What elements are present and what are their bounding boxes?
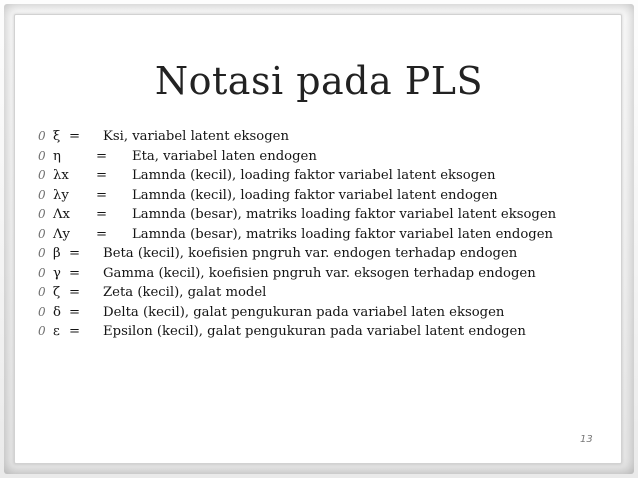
bullet-marker: 0 — [38, 168, 46, 182]
equals-sign: = — [69, 265, 81, 281]
bullet-marker: 0 — [38, 285, 46, 299]
notation-symbol: Λy — [53, 226, 70, 242]
equals-sign: = — [96, 226, 108, 242]
notation-symbol: η — [53, 148, 61, 164]
equals-sign: = — [96, 148, 108, 164]
notation-list — [38, 127, 598, 342]
notation-row-epsilon — [38, 322, 598, 342]
notation-row-big-lambda-x — [38, 205, 598, 225]
notation-row-beta — [38, 244, 598, 264]
equals-sign: = — [96, 207, 108, 222]
notation-description: Eta, variabel laten endogen — [132, 148, 317, 164]
equals-sign: = — [69, 129, 81, 144]
bullet-marker: 0 — [38, 246, 46, 260]
bullet-marker: 0 — [38, 129, 46, 143]
notation-description: Lamnda (besar), matriks loading faktor variabel latent eksogen — [132, 207, 557, 222]
notation-row-zeta — [38, 283, 598, 303]
notation-symbol: ε — [53, 324, 60, 339]
notation-row-ksi — [38, 127, 598, 147]
notation-description: Delta (kecil), galat pengukuran pada variabel laten eksogen — [103, 304, 505, 320]
notation-description: Beta (kecil), koefisien pngruh var. endogen terhadap endogen — [103, 246, 518, 261]
bullet-marker: 0 — [38, 265, 46, 280]
bullet-marker: 0 — [38, 226, 46, 241]
equals-sign: = — [69, 285, 81, 300]
notation-description: Gamma (kecil), koefisien pngruh var. eksogen terhadap endogen — [103, 265, 536, 281]
bullet-marker: 0 — [38, 324, 46, 338]
notation-symbol: δ — [53, 304, 61, 320]
notation-row-lambda-x — [38, 166, 598, 186]
notation-description: Lamnda (besar), matriks loading faktor variabel laten endogen — [132, 226, 554, 242]
notation-symbol: ζ — [53, 285, 61, 300]
notation-symbol: λy — [53, 187, 69, 203]
bullet-marker: 0 — [38, 304, 46, 319]
notation-description: Ksi, variabel latent eksogen — [103, 129, 289, 144]
notation-description: Epsilon (kecil), galat pengukuran pada variabel latent endogen — [103, 324, 526, 339]
slide-title: Notasi pada PLS — [154, 59, 484, 103]
notation-symbol: β — [53, 246, 61, 261]
notation-symbol: λx — [53, 168, 69, 183]
equals-sign: = — [96, 168, 108, 183]
notation-description: Lamnda (kecil), loading faktor variabel latent eksogen — [132, 168, 496, 183]
equals-sign: = — [69, 324, 81, 339]
notation-row-big-lambda-y — [38, 225, 598, 245]
bullet-marker: 0 — [38, 187, 46, 202]
notation-row-gamma — [38, 264, 598, 284]
notation-symbol: Λx — [53, 207, 70, 222]
notation-symbol: γ — [53, 265, 61, 281]
notation-row-eta — [38, 147, 598, 167]
equals-sign: = — [96, 187, 108, 203]
notation-description: Zeta (kecil), galat model — [103, 285, 267, 300]
page-number: 13 — [580, 434, 593, 445]
equals-sign: = — [69, 304, 81, 320]
bullet-marker: 0 — [38, 207, 46, 221]
notation-row-delta — [38, 303, 598, 323]
bullet-marker: 0 — [38, 148, 46, 163]
notation-symbol: ξ — [53, 129, 61, 144]
notation-row-lambda-y — [38, 186, 598, 206]
equals-sign: = — [69, 246, 81, 261]
notation-description: Lamnda (kecil), loading faktor variabel latent endogen — [132, 187, 498, 203]
